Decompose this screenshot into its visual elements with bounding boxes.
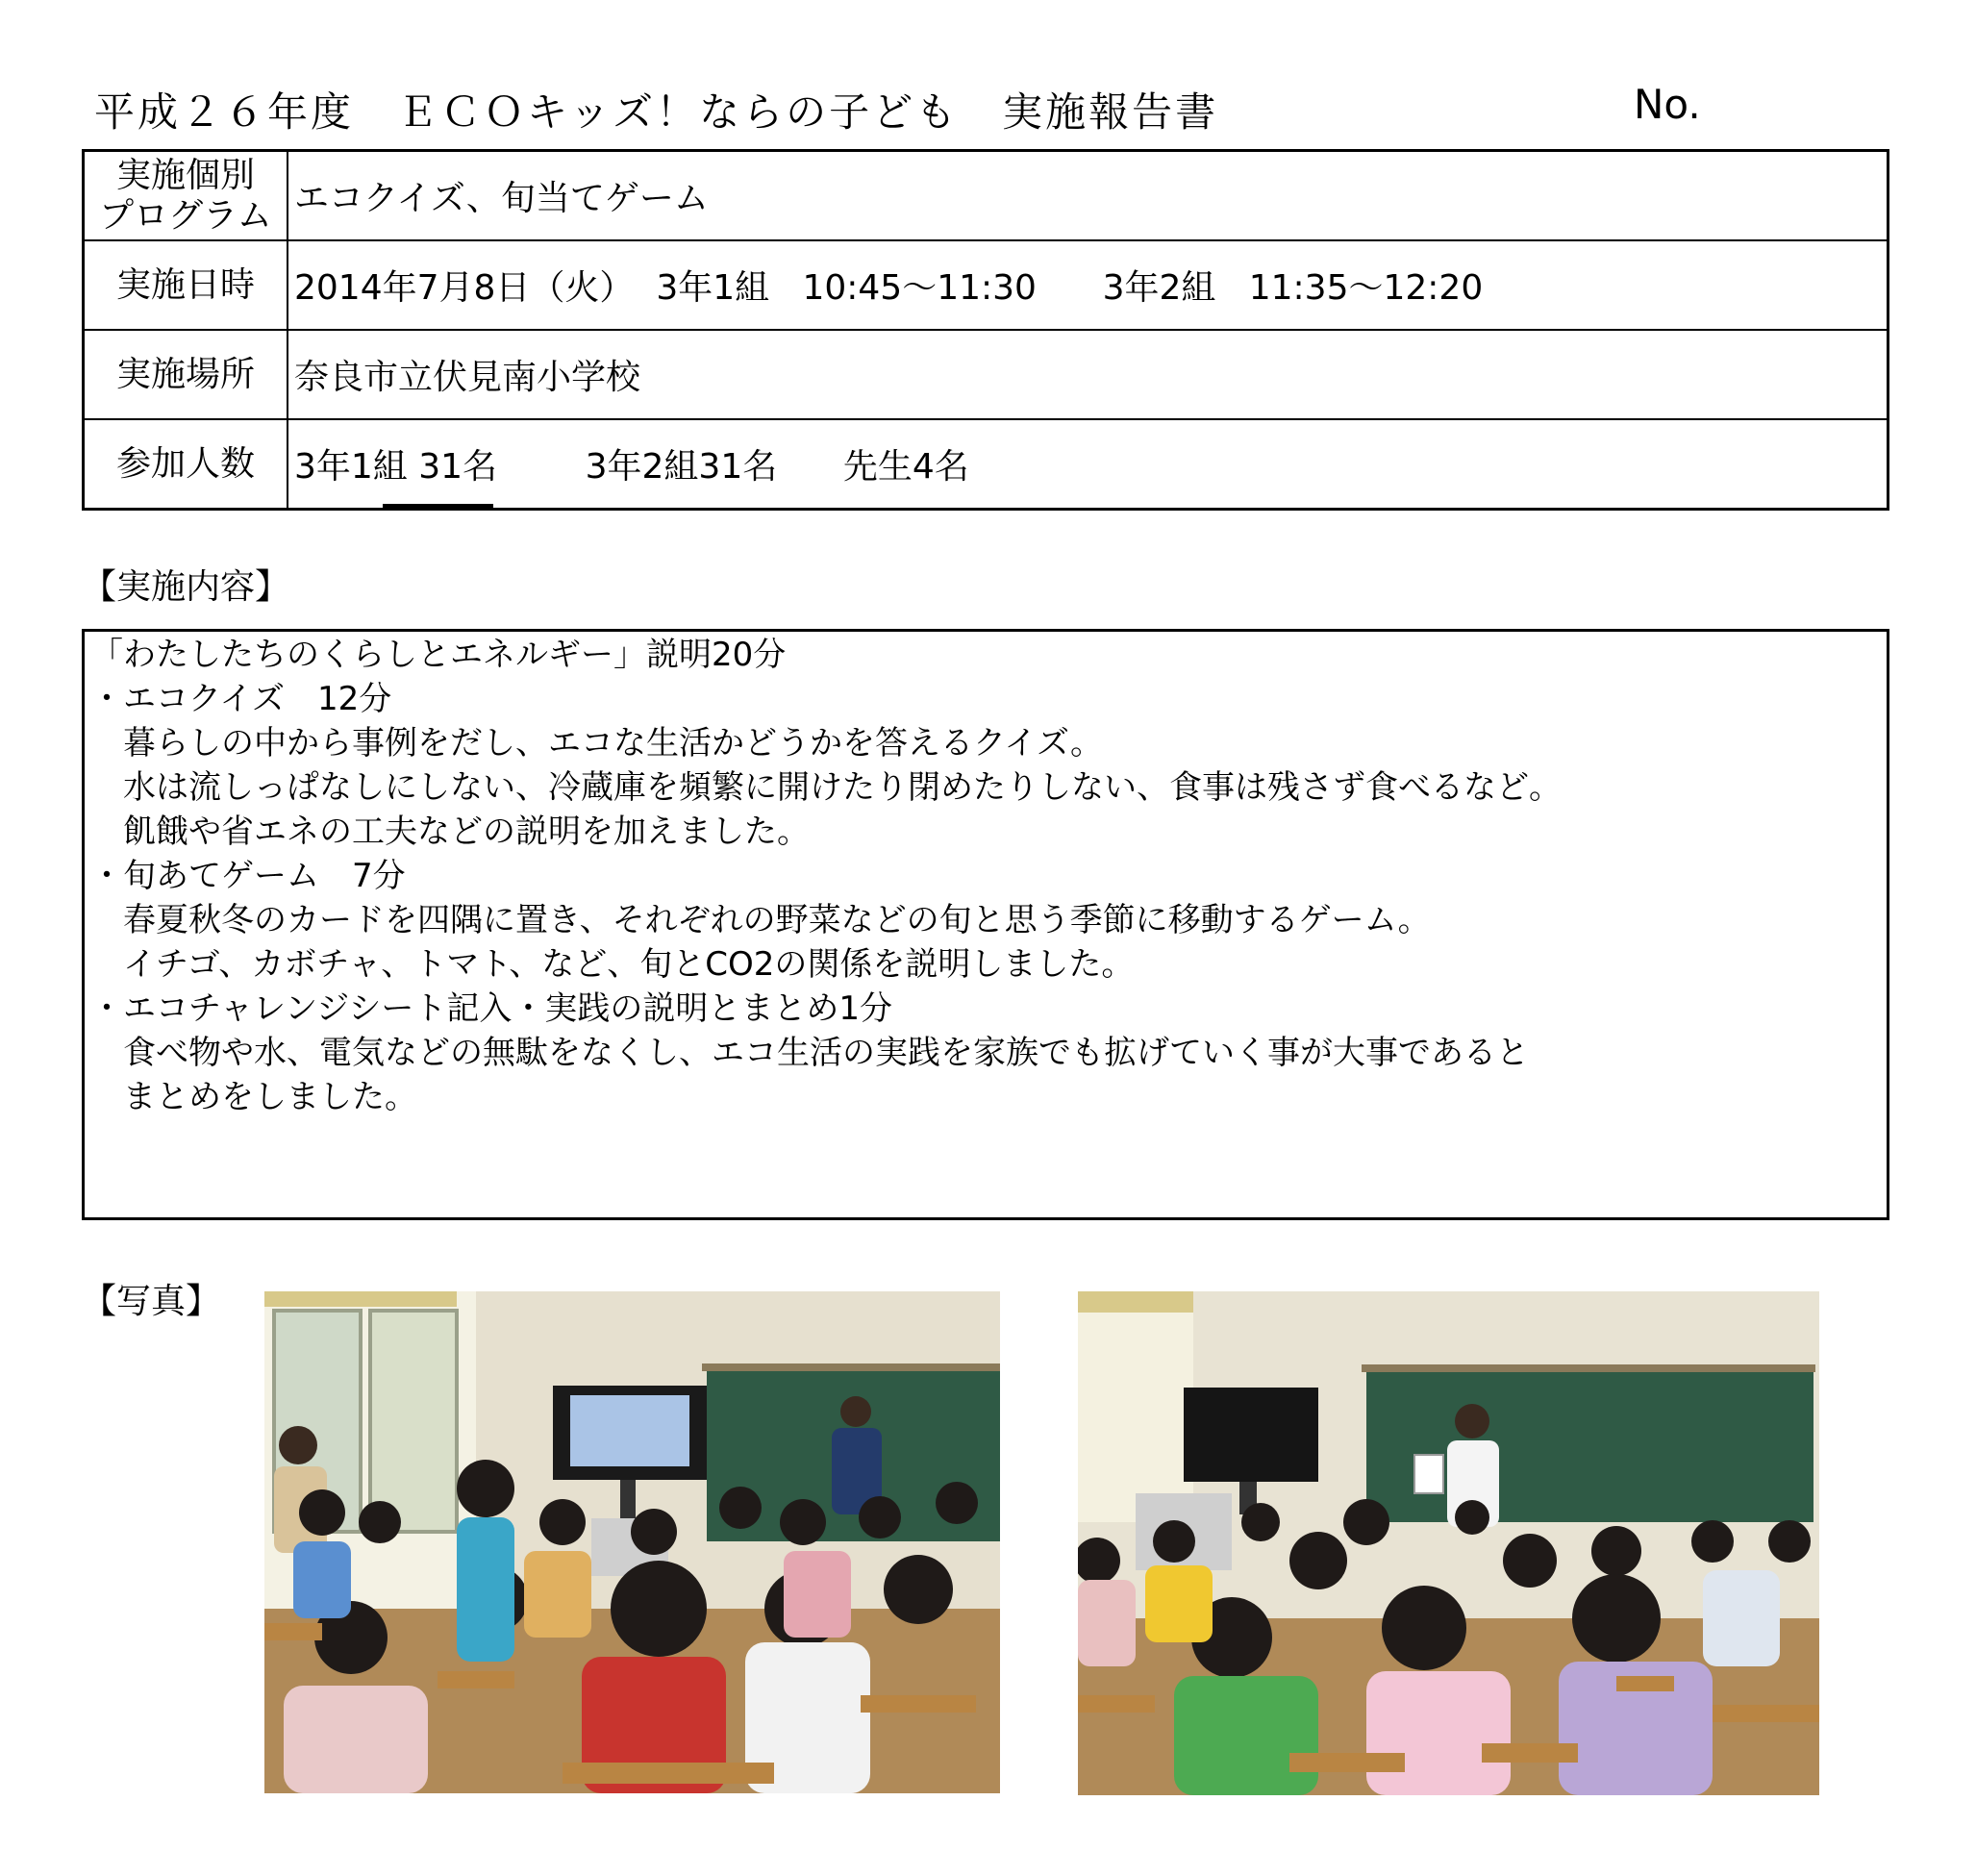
content-line: イチゴ、カボチャ、トマト、など、旬とCO2の関係を説明しました。	[90, 945, 1135, 984]
content-line: まとめをしました。	[90, 1078, 417, 1116]
table-row	[84, 419, 1888, 510]
table-row	[84, 330, 1888, 419]
program-label	[84, 151, 288, 241]
content-line: ・エコチャレンジシート記入・実践の説明とまとめ1分	[90, 989, 893, 1028]
program-value: エコクイズ、旬当てゲーム	[288, 151, 1888, 241]
content-line: 水は流しっぱなしにしない、冷蔵庫を頻繁に開けたり閉めたりしない、食事は残さず食べるなど。	[90, 768, 1562, 807]
content-box	[82, 629, 1889, 1220]
program-label-line1: 実施個別	[115, 155, 255, 195]
content-line: ・旬あてゲーム 7分	[90, 857, 406, 895]
content-line: 飢餓や省エネの工夫などの説明を加えました。	[90, 813, 810, 851]
classroom-photo-2	[1078, 1291, 1819, 1795]
place-value: 奈良市立伏見南小学校	[288, 330, 1888, 419]
content-line: 春夏秋冬のカードを四隅に置き、それぞれの野菜などの旬と思う季節に移動するゲーム。	[90, 901, 1431, 939]
info-table	[82, 149, 1889, 511]
participants-value: 3年1組 31名 3年2組31名 先生4名	[288, 419, 1888, 510]
program-label-line2: プログラム	[99, 195, 272, 236]
content-heading: 【実施内容】	[82, 567, 290, 607]
underline-mark	[383, 504, 493, 510]
content-line: 「わたしたちのくらしとエネルギー」説明20分	[90, 636, 787, 674]
place-label: 実施場所	[84, 330, 288, 419]
content-line: 暮らしの中から事例をだし、エコな生活かどうかを答えるクイズ。	[90, 724, 1103, 763]
date-value: 2014年7月8日（火） 3年1組 10:45～11:30 3年2組 11:35～12:20	[288, 240, 1888, 330]
report-number-label: No.	[1634, 81, 1701, 128]
date-label: 実施日時	[84, 240, 288, 330]
classroom-photo-1	[264, 1291, 1000, 1793]
participants-label: 参加人数	[84, 419, 288, 510]
report-title: 平成２６年度 ＥＣＯキッズ！ならの子ども 実施報告書	[94, 88, 1219, 136]
table-row	[84, 240, 1888, 330]
table-row	[84, 151, 1888, 241]
photo-heading: 【写真】	[82, 1282, 221, 1321]
content-line: ・エコクイズ 12分	[90, 680, 392, 718]
content-line: 食べ物や水、電気などの無駄をなくし、エコ生活の実践を家族でも拡げていく事が大事であると	[90, 1034, 1529, 1072]
